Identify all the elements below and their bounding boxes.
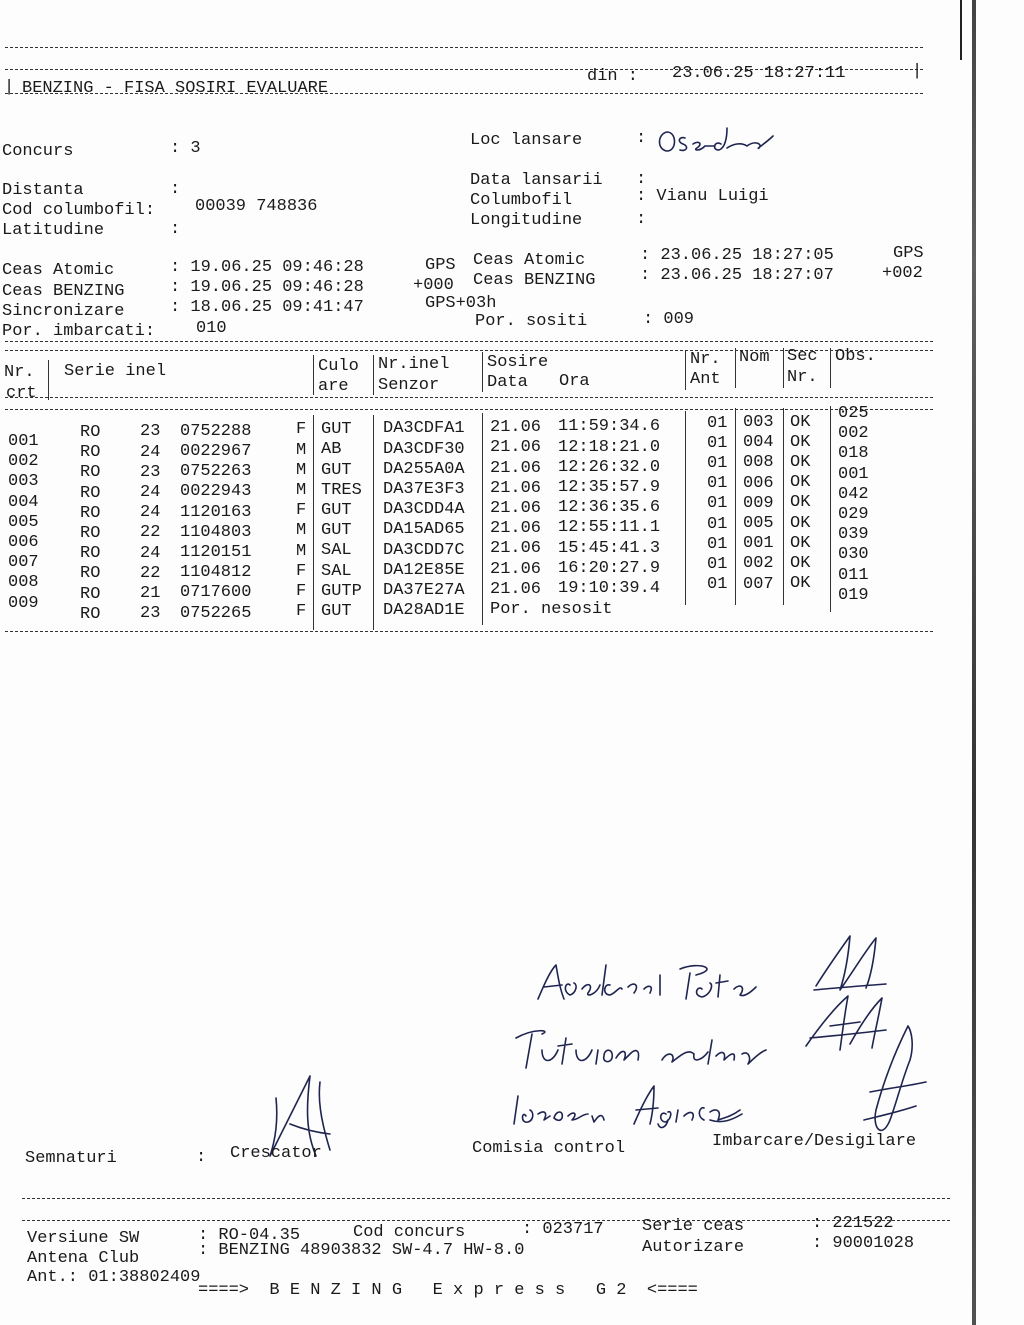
row-country: RO	[80, 503, 101, 523]
versiune-sw-label: Versiune SW	[27, 1229, 140, 1248]
col-header-data: Data	[487, 373, 528, 392]
row-color: GUTP	[321, 581, 362, 601]
row-date: 21.06	[490, 579, 542, 599]
row-country: RO	[80, 584, 101, 604]
row-time: 12:26:32.0	[558, 457, 661, 477]
ceas-atomic-value: : 19.06.25 09:46:28	[170, 258, 364, 277]
row-year: 22	[140, 523, 161, 543]
ceas-atomic-label: Ceas Atomic	[2, 261, 115, 280]
row-year: 24	[140, 543, 161, 563]
data-lansarii-value: :	[636, 170, 647, 189]
row-antenna: 01	[707, 413, 728, 433]
r-ceas-atomic-suffix: GPS	[893, 244, 924, 263]
latitudine-label: Latitudine	[2, 221, 105, 240]
row-obs: 018	[838, 444, 869, 464]
row-color: GUT	[321, 460, 352, 480]
divider	[5, 47, 923, 48]
row-nom: 009	[743, 493, 774, 513]
concurs-value: : 3	[170, 139, 201, 158]
divider	[5, 93, 923, 94]
r-ceas-benzing-label: Ceas BENZING	[473, 271, 596, 290]
row-time: 15:45:41.3	[558, 538, 661, 558]
row-color: AB	[321, 440, 342, 460]
row-antenna: 01	[707, 474, 728, 494]
crescator-label: Crescator	[230, 1144, 322, 1163]
row-ring-number: 1104803	[180, 522, 252, 542]
semnaturi-colon: :	[196, 1148, 207, 1167]
row-nom: 001	[743, 534, 774, 554]
benzing-express-banner: ====> B E N Z I N G E x p r e s s G 2 <====	[198, 1281, 698, 1300]
row-ring-number: 0717600	[180, 583, 252, 603]
row-obs: 025	[838, 403, 869, 423]
row-sex: M	[296, 541, 307, 561]
row-sensor: DA3CDFA1	[383, 419, 465, 439]
row-date: 21.06	[490, 478, 542, 498]
row-year: 23	[140, 422, 161, 442]
ceas-benzing-value: : 19.06.25 09:46:28	[170, 278, 364, 297]
row-antenna: 01	[707, 494, 728, 514]
col-separator	[685, 350, 686, 390]
row-time: 12:36:35.6	[558, 498, 661, 518]
row-year: 24	[140, 442, 161, 462]
row-time: 12:35:57.9	[558, 477, 661, 497]
row-color: SAL	[321, 561, 352, 581]
row-sec: OK	[790, 513, 811, 533]
row-time: 11:59:34.6	[558, 417, 661, 437]
columbofil-value: : Vianu Luigi	[636, 187, 769, 206]
r-ceas-atomic-label: Ceas Atomic	[473, 251, 586, 270]
row-date: 21.06	[490, 498, 542, 518]
row-antenna: 01	[707, 514, 728, 534]
longitudine-label: Longitudine	[470, 211, 583, 230]
row-date: 21.06	[490, 418, 542, 438]
row-sex: M	[296, 440, 307, 460]
col-separator	[830, 348, 831, 388]
row-sensor: DA12E85E	[383, 560, 465, 580]
table-top-rule	[5, 341, 933, 342]
data-lansarii-label: Data lansarii	[470, 171, 603, 190]
col-header-sec: Sec	[787, 347, 818, 366]
row-year: 22	[140, 563, 161, 583]
row-sec: OK	[790, 574, 811, 594]
row-crt: 007	[8, 553, 39, 573]
row-sec: OK	[790, 553, 811, 573]
row-country: RO	[80, 483, 101, 503]
col-header-nom: Nom	[739, 348, 770, 367]
row-time: 19:10:39.4	[558, 578, 661, 598]
row-sec: OK	[790, 473, 811, 493]
divider	[22, 1198, 950, 1199]
row-nom: 005	[743, 514, 774, 534]
ceas-atomic-suffix: GPS	[425, 256, 456, 275]
row-date: 21.06	[490, 458, 542, 478]
row-crt: 005	[8, 512, 39, 532]
date-label: din :	[587, 67, 639, 86]
col-header-nrinel: Nr.inel	[378, 355, 450, 374]
row-color: GUT	[321, 601, 352, 621]
col-separator	[48, 360, 49, 400]
row-ring-number: 0022943	[180, 482, 252, 502]
col-header-culo: Culo	[318, 357, 359, 376]
row-sex: F	[296, 501, 307, 521]
row-sec: OK	[790, 493, 811, 513]
row-antenna: 01	[707, 554, 728, 574]
row-ring-number: 1104812	[180, 563, 252, 583]
row-year: 24	[140, 503, 161, 523]
row-nom: 003	[743, 413, 774, 433]
col-header-obs: Obs.	[835, 347, 876, 366]
longitudine-value: :	[636, 210, 647, 229]
latitudine-value: :	[170, 220, 181, 239]
col-separator	[482, 413, 483, 625]
row-sensor: DA28AD1E	[383, 601, 465, 621]
col-header-are: are	[318, 377, 349, 396]
row-sec: OK	[790, 412, 811, 432]
row-nom: 002	[743, 554, 774, 574]
row-ring-number: 1120163	[180, 502, 252, 522]
row-crt: 003	[8, 472, 39, 492]
row-crt: 009	[8, 593, 39, 613]
row-country: RO	[80, 443, 101, 463]
distanta-value: :	[170, 180, 181, 199]
row-ring-number: 0752265	[180, 603, 252, 623]
col-separator	[783, 348, 784, 388]
row-antenna: 01	[707, 433, 728, 453]
distanta-label: Distanta	[2, 181, 84, 200]
loc-lansare-value: :	[636, 129, 647, 148]
sincronizare-value: : 18.06.25 09:41:47	[170, 298, 364, 317]
imbarcati-label: Por. imbarcati:	[2, 322, 156, 341]
row-time: 12:55:11.1	[558, 518, 661, 538]
header-border: |	[912, 62, 923, 81]
table-header-rule	[5, 397, 933, 398]
col-separator	[735, 408, 736, 605]
header-border: |	[4, 78, 15, 97]
col-separator	[830, 406, 831, 612]
row-date: Por. nesosit	[490, 599, 613, 619]
handwritten-name-2	[512, 1020, 792, 1075]
row-country: RO	[80, 423, 101, 443]
row-time: 12:18:21.0	[558, 437, 661, 457]
col-separator	[482, 352, 483, 392]
row-antenna: 01	[707, 575, 728, 595]
scan-edge-mark	[960, 0, 962, 60]
col-header-crt: crt	[6, 384, 37, 403]
row-time: 16:20:27.9	[558, 558, 661, 578]
row-sec: OK	[790, 452, 811, 472]
cod-concurs-value: : 023717	[522, 1220, 604, 1239]
row-year: 23	[140, 604, 161, 624]
ceas-benzing-label: Ceas BENZING	[2, 282, 125, 301]
row-country: RO	[80, 604, 101, 624]
handwritten-name-1	[530, 955, 790, 1010]
page-title: BENZING - FISA SOSIRI EVALUARE	[22, 79, 329, 98]
row-obs: 011	[838, 565, 869, 585]
sositi-value: : 009	[643, 310, 695, 329]
serie-ceas-value: : 221522	[812, 1214, 894, 1233]
col-header-senzor: Senzor	[378, 376, 440, 395]
row-obs: 039	[838, 525, 869, 545]
col-separator	[373, 355, 374, 395]
versiune-sw-value: : RO-04.35	[198, 1226, 301, 1245]
cod-columbofil-label: Cod columbofil:	[2, 201, 156, 220]
row-ring-number: 1120151	[180, 543, 252, 563]
row-obs: 030	[838, 545, 869, 565]
row-year: 23	[140, 462, 161, 482]
row-color: GUT	[321, 420, 352, 440]
row-country: RO	[80, 564, 101, 584]
row-year: 24	[140, 482, 161, 502]
row-date: 21.06	[490, 539, 542, 559]
columbofil-label: Columbofil	[470, 191, 573, 210]
col-separator	[373, 415, 374, 630]
row-ring-number: 0752263	[180, 462, 252, 482]
row-ring-number: 0022967	[180, 442, 252, 462]
row-color: SAL	[321, 541, 352, 561]
row-sec: OK	[790, 432, 811, 452]
row-sex: M	[296, 481, 307, 501]
row-country: RO	[80, 524, 101, 544]
row-sensor: DA37E3F3	[383, 480, 465, 499]
row-color: GUT	[321, 500, 352, 520]
row-date: 21.06	[490, 559, 542, 579]
divider	[22, 1220, 950, 1221]
row-color: GUT	[321, 521, 352, 541]
row-year: 21	[140, 583, 161, 603]
autorizare-value: : 90001028	[812, 1234, 915, 1253]
col-header-serie: Serie inel	[64, 362, 167, 381]
row-nom: 006	[743, 473, 774, 493]
row-sex: M	[296, 521, 307, 541]
imbarcati-value: 010	[196, 319, 227, 338]
row-sensor: DA3CDD7C	[383, 540, 465, 560]
col-separator	[735, 348, 736, 388]
row-sex: F	[296, 420, 307, 440]
col-header-ant: Ant	[690, 370, 721, 389]
row-sex: F	[296, 602, 307, 622]
row-antenna: 01	[707, 453, 728, 473]
row-date: 21.06	[490, 519, 542, 539]
row-obs: 001	[838, 464, 869, 484]
row-sensor: DA15AD65	[383, 520, 465, 540]
scan-edge-mark	[972, 0, 976, 1325]
row-nom: 004	[743, 433, 774, 453]
autorizare-label: Autorizare	[642, 1238, 745, 1257]
row-nom: 008	[743, 453, 774, 473]
col-separator	[313, 415, 314, 630]
row-nom: 007	[743, 574, 774, 594]
comisia-control-label: Comisia control	[472, 1139, 626, 1158]
row-sensor: DA3CDD4A	[383, 500, 465, 520]
r-ceas-benzing-suffix: +002	[882, 264, 923, 283]
col-header-sosire: Sosire	[487, 353, 549, 372]
row-date: 21.06	[490, 438, 542, 458]
row-country: RO	[80, 544, 101, 564]
row-obs: 002	[838, 424, 869, 444]
loc-lansare-label: Loc lansare	[470, 131, 583, 150]
antena-club-value: : BENZING 48903832 SW-4.7 HW-8.0	[198, 1241, 525, 1260]
row-obs: 029	[838, 504, 869, 524]
concurs-label: Concurs	[2, 142, 74, 161]
row-crt: 006	[8, 532, 39, 552]
print-date: 23.06.25 18:27:11	[672, 64, 846, 83]
col-header-nr-ant: Nr.	[690, 350, 721, 369]
imbarcare-desigilare-label: Imbarcare/Desigilare	[712, 1132, 917, 1151]
ceas-benzing-suffix: +000	[413, 276, 454, 295]
antenna-id: Ant.: 01:38802409	[27, 1268, 201, 1287]
row-ring-number: 0752288	[180, 421, 252, 441]
row-antenna: 01	[707, 534, 728, 554]
row-sex: F	[296, 582, 307, 602]
r-ceas-benzing-value: : 23.06.25 18:27:07	[640, 266, 834, 285]
row-sex: M	[296, 460, 307, 480]
col-header-sec-nr: Nr.	[787, 368, 818, 387]
col-separator	[313, 355, 314, 395]
row-obs: 042	[838, 484, 869, 504]
row-sensor: DA3CDF30	[383, 439, 465, 459]
row-obs: 019	[838, 585, 869, 605]
antena-club-label: Antena Club	[27, 1249, 140, 1268]
row-crt: 008	[8, 573, 39, 593]
row-sex: F	[296, 561, 307, 581]
row-color: TRES	[321, 480, 362, 500]
sincronizare-suffix: GPS+03h	[425, 294, 497, 313]
sositi-label: Por. sositi	[475, 312, 588, 331]
signature-mark-3	[850, 1020, 930, 1150]
row-crt: 001	[8, 431, 39, 451]
col-header-ora: Ora	[559, 372, 590, 391]
row-country: RO	[80, 463, 101, 483]
row-sec: OK	[790, 533, 811, 553]
col-header-nr: Nr.	[4, 363, 35, 382]
table-bottom-rule	[5, 631, 933, 632]
r-ceas-atomic-value: : 23.06.25 18:27:05	[640, 246, 834, 265]
col-separator	[783, 408, 784, 605]
handwritten-name-3	[510, 1080, 750, 1130]
cod-concurs-label: Cod concurs	[353, 1223, 466, 1242]
col-separator	[685, 411, 686, 605]
serie-ceas-label: Serie ceas	[642, 1217, 745, 1236]
loc-lansare-handwriting	[655, 118, 805, 158]
row-sensor: DA255A0A	[383, 459, 465, 479]
table-header-rule	[5, 409, 933, 410]
sincronizare-label: Sincronizare	[2, 302, 125, 321]
row-crt: 002	[8, 452, 39, 472]
semnaturi-label: Semnaturi	[25, 1149, 117, 1168]
cod-columbofil-value: 00039 748836	[195, 197, 318, 216]
row-crt: 004	[8, 492, 39, 512]
row-sensor: DA37E27A	[383, 581, 465, 600]
